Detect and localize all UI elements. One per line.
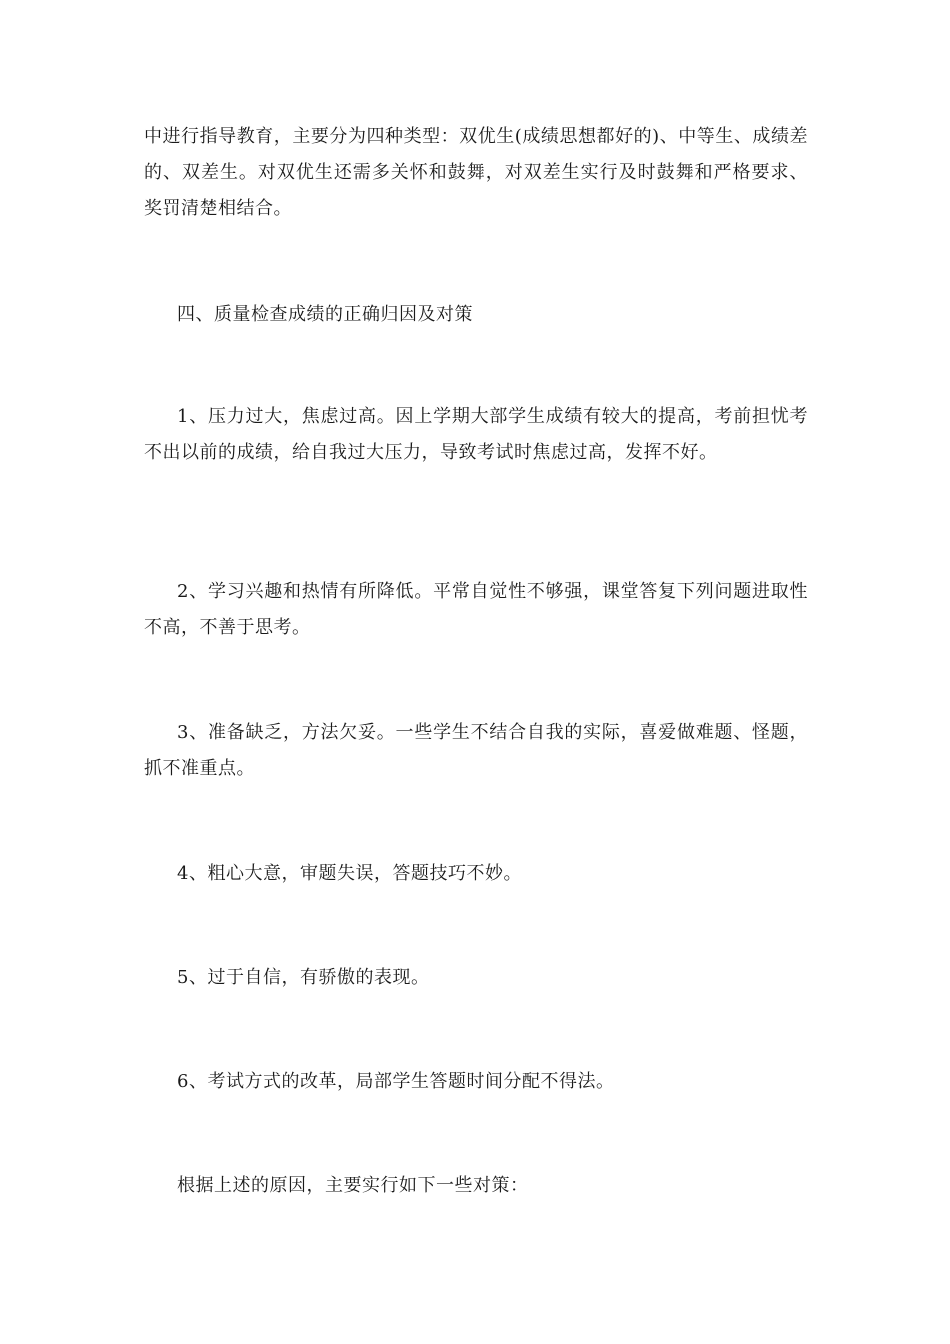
paragraph-item-6: 6、考试方式的改革，局部学生答题时间分配不得法。 [177, 1071, 615, 1092]
paragraph-item-3: 3、准备缺乏，方法欠妥。一些学生不结合自我的实际，喜爱做难题、怪题，抓不准重点。 [144, 722, 808, 779]
paragraph-item-2: 2、学习兴趣和热情有所降低。平常自觉性不够强，课堂答复下列问题进取性不高，不善于思考。 [144, 581, 808, 638]
paragraph-item-4: 4、粗心大意，审题失误，答题技巧不妙。 [177, 863, 522, 884]
section-heading: 四、质量检查成绩的正确归因及对策 [177, 304, 473, 325]
paragraph-item-5: 5、过于自信，有骄傲的表现。 [177, 967, 430, 988]
paragraph-item-1: 1、压力过大，焦虑过高。因上学期大部学生成绩有较大的提高，考前担忧考不出以前的成绩，给自我过大压力，导致考试时焦虑过高，发挥不好。 [144, 406, 808, 463]
paragraph-intro: 中进行指导教育，主要分为四种类型：双优生(成绩思想都好的)、中等生、成绩差的、双差生。对双优生还需多关怀和鼓舞，对双差生实行及时鼓舞和严格要求、奖罚清楚相结合。 [144, 126, 808, 219]
paragraph-conclusion: 根据上述的原因，主要实行如下一些对策： [177, 1175, 529, 1196]
